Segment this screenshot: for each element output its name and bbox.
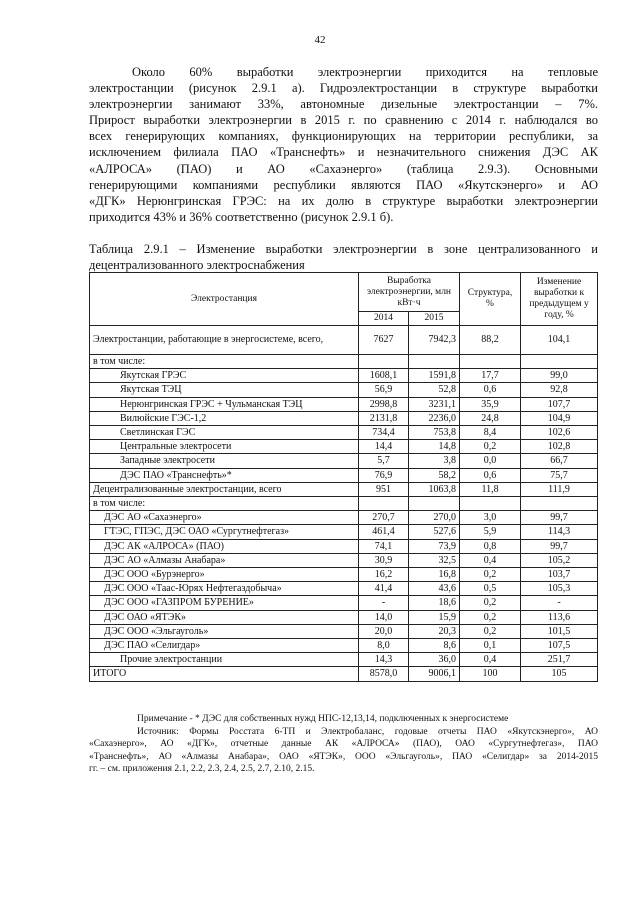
station-name-cell: ДЭС ООО «Таас-Юрях Нефтегаздобыча» (90, 582, 359, 596)
change-cell: 104,1 (521, 326, 598, 355)
paragraph-line: всех генерирующих компаниях, функционирующих на территории республики, за (89, 129, 598, 144)
change-cell: - (521, 596, 598, 610)
change-cell: 101,5 (521, 624, 598, 638)
value-2014-cell: 2998,8 (359, 397, 409, 411)
value-2015-cell: 2236,0 (409, 411, 460, 425)
change-cell: 114,3 (521, 525, 598, 539)
value-2015-cell: 8,6 (409, 639, 460, 653)
table-row (90, 525, 598, 539)
table-row (90, 482, 598, 496)
change-cell: 107,7 (521, 397, 598, 411)
value-2014-cell: 14,4 (359, 440, 409, 454)
station-name-cell: ИТОГО (90, 667, 359, 681)
table-row (90, 539, 598, 553)
station-name-cell: ДЭС ПАО «Транснефть»* (90, 468, 359, 482)
value-2014-cell: 14,3 (359, 653, 409, 667)
table-header-row (90, 273, 598, 312)
value-2014-cell: 2131,8 (359, 411, 409, 425)
station-name-cell: ДЭС ООО «ГАЗПРОМ БУРЕНИЕ» (90, 596, 359, 610)
note-line: «Сахаэнерго», АО «ДГК», отчетные данные АК «АЛРОСА» (ПАО), ОАО «Сургутнефтегаз», ПАО (89, 739, 598, 750)
value-2014-cell: 56,9 (359, 383, 409, 397)
value-2015-cell: 73,9 (409, 539, 460, 553)
paragraph-line: «ДГК» Нерюнгринская ГРЭС: на их долю в структуре выработки электроэнергии (89, 193, 598, 208)
value-2014-cell (359, 355, 409, 369)
change-cell: 102,6 (521, 426, 598, 440)
table-row (90, 511, 598, 525)
structure-cell: 100 (460, 667, 521, 681)
structure-cell: 0,2 (460, 624, 521, 638)
station-name-cell: Электростанции, работающие в энергосистеме, всего, (90, 326, 359, 355)
table-row (90, 610, 598, 624)
value-2014-cell: 20,0 (359, 624, 409, 638)
change-cell: 104,9 (521, 411, 598, 425)
structure-cell (460, 355, 521, 369)
station-name-cell: ДЭС ООО «Бурэнерго» (90, 568, 359, 582)
note-line: гг. – см. приложения 2.1, 2.2, 2.3, 2.4, 2.5, 2.7, 2.10, 2.15. (89, 764, 315, 775)
structure-cell: 35,9 (460, 397, 521, 411)
value-2015-cell: 58,2 (409, 468, 460, 482)
paragraph-line: приходится 43% и 36% соответственно (рисунок 2.9.1 б). (89, 209, 394, 224)
change-cell (521, 497, 598, 511)
header-output: Выработка электроэнергии, млн кВт·ч (359, 273, 460, 312)
caption-line: Таблица 2.9.1 – Изменение выработки электроэнергии в зоне централизованного и (89, 242, 598, 256)
station-name-cell: Центральные электросети (90, 440, 359, 454)
value-2014-cell: 76,9 (359, 468, 409, 482)
table-row (90, 624, 598, 638)
change-cell: 105 (521, 667, 598, 681)
value-2015-cell: 43,6 (409, 582, 460, 596)
value-2015-cell: 753,8 (409, 426, 460, 440)
structure-cell: 11,8 (460, 482, 521, 496)
value-2015-cell: 14,8 (409, 440, 460, 454)
table-row (90, 553, 598, 567)
value-2014-cell: 461,4 (359, 525, 409, 539)
change-cell: 75,7 (521, 468, 598, 482)
value-2014-cell: 270,7 (359, 511, 409, 525)
structure-cell: 0,8 (460, 539, 521, 553)
paragraph-line: исключением филиала ПАО «Транснефть» и незначительного снижения ДЭС АК (89, 145, 598, 160)
value-2014-cell: 951 (359, 482, 409, 496)
value-2014-cell: 30,9 (359, 553, 409, 567)
structure-cell: 24,8 (460, 411, 521, 425)
value-2014-cell: 1608,1 (359, 369, 409, 383)
station-name-cell: в том числе: (90, 497, 359, 511)
structure-cell: 17,7 (460, 369, 521, 383)
table-caption (89, 241, 598, 273)
structure-cell: 0,2 (460, 440, 521, 454)
structure-cell: 0,6 (460, 383, 521, 397)
table-row (90, 582, 598, 596)
value-2015-cell: 16,8 (409, 568, 460, 582)
change-cell: 102,8 (521, 440, 598, 454)
table-row (90, 411, 598, 425)
change-cell: 92,8 (521, 383, 598, 397)
change-cell: 99,7 (521, 539, 598, 553)
change-cell: 99,0 (521, 369, 598, 383)
header-station: Электростанция (90, 273, 359, 326)
change-cell: 113,6 (521, 610, 598, 624)
value-2015-cell: 527,6 (409, 525, 460, 539)
note-line: Источник: Формы Росстата 6-ТП и Электробаланс, годовые отчеты ПАО «Якутскэнерго», АО (137, 726, 598, 737)
structure-cell: 0,6 (460, 468, 521, 482)
station-name-cell: Западные электросети (90, 454, 359, 468)
table-row (90, 326, 598, 355)
station-name-cell: Вилюйские ГЭС-1,2 (90, 411, 359, 425)
station-name-cell: Нерюнгринская ГРЭС + Чульманская ТЭЦ (90, 397, 359, 411)
value-2015-cell: 3,8 (409, 454, 460, 468)
caption-line: децентрализованного электроснабжения (89, 258, 305, 272)
header-year-2015: 2015 (409, 312, 460, 326)
paragraph-line: «АЛРОСА» (ПАО) и АО «Сахаэнерго» (таблица 2.9.3). Основными (89, 161, 598, 176)
value-2014-cell: 14,0 (359, 610, 409, 624)
value-2015-cell: 20,3 (409, 624, 460, 638)
table-row (90, 454, 598, 468)
table-row (90, 639, 598, 653)
table-row (90, 596, 598, 610)
change-cell: 251,7 (521, 653, 598, 667)
table-note (89, 713, 598, 776)
value-2015-cell: 15,9 (409, 610, 460, 624)
structure-cell: 0,2 (460, 568, 521, 582)
header-year-2014: 2014 (359, 312, 409, 326)
value-2014-cell: 5,7 (359, 454, 409, 468)
page-number: 42 (314, 34, 326, 46)
station-name-cell: Светлинская ГЭС (90, 426, 359, 440)
table-row (90, 426, 598, 440)
value-2015-cell: 32,5 (409, 553, 460, 567)
structure-cell (460, 497, 521, 511)
station-name-cell: ДЭС АО «Сахаэнерго» (90, 511, 359, 525)
station-name-cell: в том числе: (90, 355, 359, 369)
table-row (90, 568, 598, 582)
value-2015-cell: 1591,8 (409, 369, 460, 383)
table-row (90, 383, 598, 397)
value-2014-cell (359, 497, 409, 511)
paragraph-line: Около 60% выработки электроэнергии приходится на тепловые (132, 65, 598, 79)
station-name-cell: ДЭС АО «Алмазы Анабара» (90, 553, 359, 567)
value-2015-cell: 9006,1 (409, 667, 460, 681)
structure-cell: 8,4 (460, 426, 521, 440)
change-cell: 103,7 (521, 568, 598, 582)
value-2014-cell: 74,1 (359, 539, 409, 553)
structure-cell: 0,0 (460, 454, 521, 468)
value-2015-cell (409, 355, 460, 369)
structure-cell: 0,2 (460, 596, 521, 610)
electricity-output-table (89, 272, 598, 682)
station-name-cell: ДЭС ОАО «ЯТЭК» (90, 610, 359, 624)
header-structure: Структура, % (460, 273, 521, 326)
station-name-cell: Якутская ТЭЦ (90, 383, 359, 397)
structure-cell: 3,0 (460, 511, 521, 525)
table-body (90, 326, 598, 682)
value-2014-cell: 734,4 (359, 426, 409, 440)
change-cell (521, 355, 598, 369)
table-row (90, 497, 598, 511)
paragraph-line: электростанции (рисунок 2.9.1 а). Гидроэлектростанции в структуре выработки (89, 81, 598, 96)
value-2014-cell: 8,0 (359, 639, 409, 653)
value-2015-cell: 7942,3 (409, 326, 460, 355)
table-row (90, 397, 598, 411)
value-2014-cell: 16,2 (359, 568, 409, 582)
structure-cell: 5,9 (460, 525, 521, 539)
table-row (90, 440, 598, 454)
structure-cell: 0,4 (460, 653, 521, 667)
station-name-cell: ДЭС АК «АЛРОСА» (ПАО) (90, 539, 359, 553)
table-row (90, 369, 598, 383)
value-2014-cell: 8578,0 (359, 667, 409, 681)
paragraph-line: Прирост выработки электроэнергии в 2015 г. по сравнению с 2014 г. наблюдался во (89, 113, 598, 128)
value-2015-cell: 1063,8 (409, 482, 460, 496)
table-row (90, 355, 598, 369)
value-2014-cell: - (359, 596, 409, 610)
value-2015-cell: 18,6 (409, 596, 460, 610)
value-2015-cell (409, 497, 460, 511)
change-cell: 105,2 (521, 553, 598, 567)
station-name-cell: ГТЭС, ГПЭС, ДЭС ОАО «Сургутнефтегаз» (90, 525, 359, 539)
change-cell: 66,7 (521, 454, 598, 468)
change-cell: 99,7 (521, 511, 598, 525)
value-2014-cell: 7627 (359, 326, 409, 355)
table-row (90, 667, 598, 681)
structure-cell: 0,4 (460, 553, 521, 567)
value-2015-cell: 3231,1 (409, 397, 460, 411)
paragraph-line: электроэнергии занимают 33%, автономные дизельные электростанции – 7%. (89, 97, 598, 112)
value-2015-cell: 270,0 (409, 511, 460, 525)
structure-cell: 0,1 (460, 639, 521, 653)
structure-cell: 0,5 (460, 582, 521, 596)
paragraph-line: генерирующими компаниями республики являются ПАО «Якутскэнерго» и АО (89, 177, 598, 192)
change-cell: 105,3 (521, 582, 598, 596)
station-name-cell: Прочие электростанции (90, 653, 359, 667)
value-2014-cell: 41,4 (359, 582, 409, 596)
header-change: Изменение выработки к предыдущем у году, % (521, 273, 598, 326)
station-name-cell: ДЭС ООО «Эльгауголь» (90, 624, 359, 638)
structure-cell: 0,2 (460, 610, 521, 624)
change-cell: 111,9 (521, 482, 598, 496)
table-row (90, 653, 598, 667)
station-name-cell: ДЭС ПАО «Селигдар» (90, 639, 359, 653)
note-line: «Транснефть», АО «Алмазы Анабара», ОАО «ЯТЭК», ООО «Эльгауголь», ПАО «Селигдар» за 2014-2015 (89, 751, 598, 762)
value-2015-cell: 52,8 (409, 383, 460, 397)
note-line: Примечание - * ДЭС для собственных нужд НПС-12,13,14, подключенных к энергосистеме (137, 714, 509, 724)
value-2015-cell: 36,0 (409, 653, 460, 667)
change-cell: 107,5 (521, 639, 598, 653)
table-row (90, 468, 598, 482)
station-name-cell: Якутская ГРЭС (90, 369, 359, 383)
body-paragraph (89, 64, 598, 225)
structure-cell: 88,2 (460, 326, 521, 355)
station-name-cell: Децентрализованные электростанции, всего (90, 482, 359, 496)
